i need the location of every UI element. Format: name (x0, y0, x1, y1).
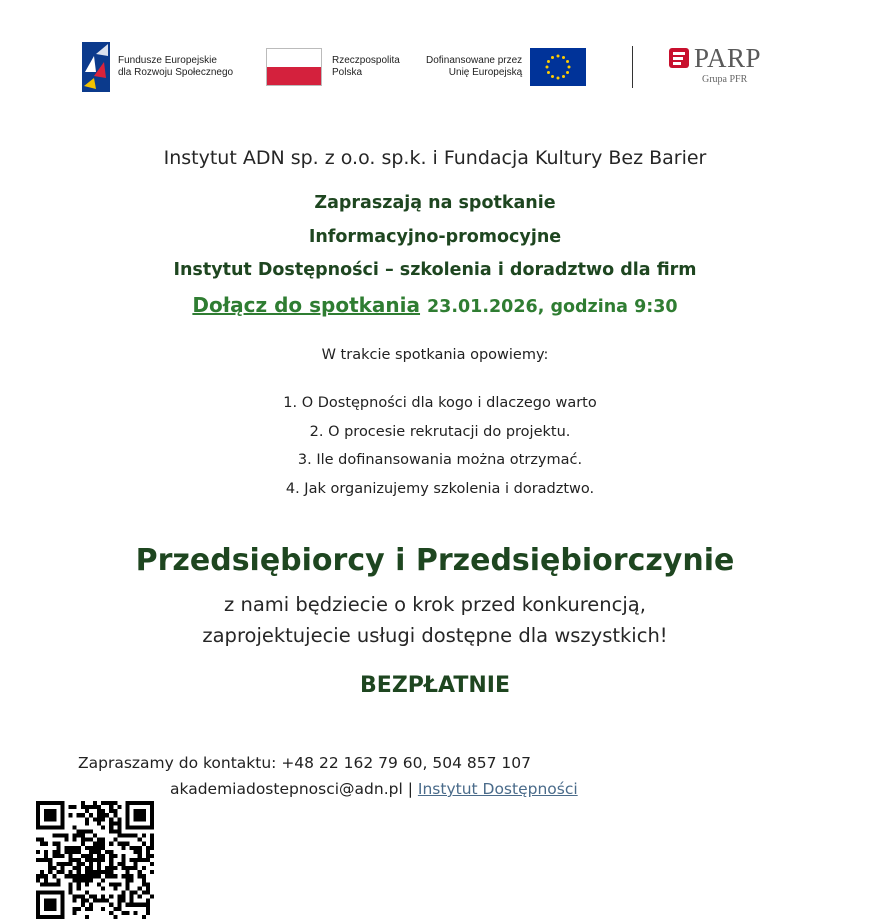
agenda-item: 2. O procesie rekrutacji do projektu. (309, 423, 571, 440)
parp-subtitle: Grupa PFR (702, 74, 748, 85)
agenda-item: 3. Ile dofinansowania można otrzymać. (297, 452, 583, 468)
agenda-item: 1. O Dostępności dla kogo i dlaczego warto (283, 395, 597, 411)
eu-star-icon (547, 71, 550, 74)
rzeczpospolita-polska-logo (266, 48, 400, 86)
audience-title: Przedsiębiorcy i Przedsiębiorczynie (135, 543, 735, 578)
eu-star-icon (551, 75, 554, 78)
organizers: Instytut ADN sp. z o.o. sp.k. i Fundacja Kultury Bez Barier (163, 147, 707, 169)
logo-divider (632, 46, 633, 88)
eu-flag-icon (530, 48, 586, 86)
eu-funds-icon (82, 42, 110, 92)
eu-star-icon (557, 77, 560, 80)
eu-star-icon (547, 60, 550, 63)
fe-logo-text: Fundusze Europejskie dla Rozwoju Społecznego (118, 55, 234, 78)
eu-star-icon (568, 66, 571, 69)
rp-logo-text: Rzeczpospolita Polska (332, 55, 400, 78)
parp-name: PARP (694, 43, 762, 73)
unia-europejska-logo (426, 48, 586, 86)
free-badge: BEZPŁATNIE (360, 673, 510, 698)
audience-line-2: zaprojektujecie usługi dostępne dla wszystkich! (202, 624, 668, 647)
contact-separator: | (407, 780, 413, 798)
qr-code-icon[interactable] (36, 801, 154, 919)
agenda-intro: W trakcie spotkania opowiemy: (321, 347, 549, 363)
eu-star-icon (566, 60, 569, 63)
eu-star-icon (566, 71, 569, 74)
headline-line-3: Instytut Dostępności – szkolenia i doradztwo dla firm (173, 260, 697, 280)
headline-line-1: Zapraszają na spotkanie (314, 193, 556, 213)
contact-email: akademiadostepnosci@adn.pl (170, 780, 403, 798)
eu-star-icon (546, 66, 549, 69)
eu-star-icon (557, 55, 560, 58)
headline-line-2: Informacyjno-promocyjne (308, 227, 562, 247)
parp-logo-icon (668, 47, 690, 69)
contact-email-line (170, 780, 578, 798)
polish-flag-icon (266, 48, 322, 86)
join-row (0, 293, 870, 317)
parp-logo (668, 44, 761, 85)
eu-star-icon (562, 56, 565, 59)
agenda-list (0, 392, 870, 506)
instytut-dostepnosci-link[interactable]: Instytut Dostępności (417, 780, 578, 798)
join-meeting-link[interactable]: Dołącz do spotkania (192, 293, 421, 317)
agenda-item: 4. Jak organizujemy szkolenia i doradztwo. (285, 480, 595, 497)
eu-star-icon (562, 75, 565, 78)
fundusze-europejskie-logo (82, 42, 233, 92)
eu-star-icon (551, 56, 554, 59)
ue-logo-text: Dofinansowane przez Unię Europejską (426, 55, 523, 78)
contact-phone-line: Zapraszamy do kontaktu: +48 22 162 79 60, 504 857 107 (78, 754, 531, 772)
audience-line-1: z nami będziecie o krok przed konkurencją, (224, 593, 646, 616)
meeting-datetime: 23.01.2026, godzina 9:30 (427, 297, 678, 317)
